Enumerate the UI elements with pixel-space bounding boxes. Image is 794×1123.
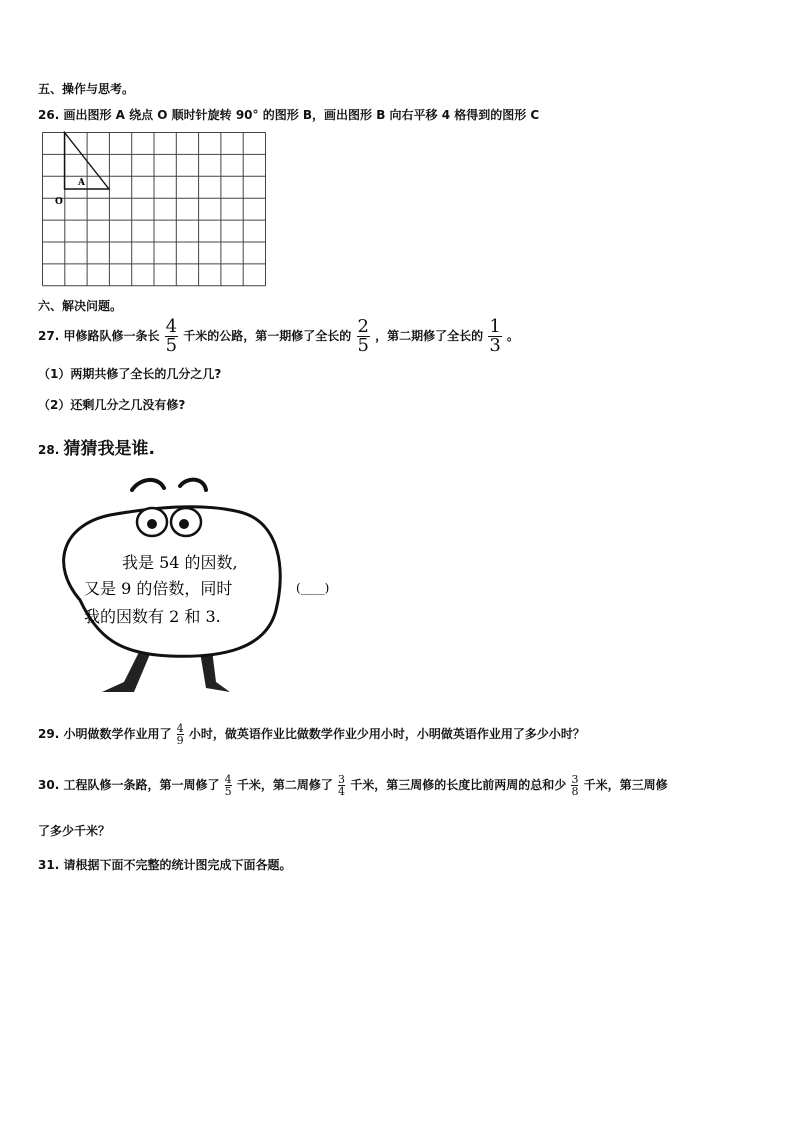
question-text-1: 工程队修一条路，第一周修了 bbox=[63, 778, 220, 792]
riddle-line-2: 又是 9 的倍数，同时 bbox=[84, 579, 233, 598]
question-number: 27. bbox=[38, 329, 60, 343]
label-a: A bbox=[78, 178, 85, 188]
fraction-1-3: $\frac{1}{3}$ bbox=[489, 316, 501, 356]
question-text-3: 千米，第三周修的长度比前两周的总和少 bbox=[350, 778, 567, 792]
fraction-3-8: $\frac{3}{8}$ bbox=[571, 773, 579, 798]
question-text-3: ，第二期修了全长的 bbox=[375, 329, 484, 343]
answer-blank[interactable]: (____) bbox=[296, 581, 330, 595]
question-number: 29. bbox=[38, 727, 60, 741]
question-text: 画出图形 A 绕点 O 顺时针旋转 90° 的图形 B，画出图形 B 向右平移 4 格得到的图形 C bbox=[63, 108, 540, 122]
question-number: 31. bbox=[38, 858, 60, 872]
question-text-2: 小时，做英语作业比做数学作业少用小时，小明做英语作业用了多少小时？ bbox=[188, 727, 585, 741]
fraction-4-5: $\frac{4}{5}$ bbox=[165, 316, 178, 356]
question-30-continued: 了多少千米？ bbox=[38, 824, 111, 838]
question-28 bbox=[38, 434, 155, 459]
section-six-heading: 六、解决问题。 bbox=[38, 299, 123, 313]
fraction-3-4: $\frac{3}{4}$ bbox=[338, 773, 346, 798]
fraction-4-5: $\frac{4}{5}$ bbox=[224, 773, 232, 798]
question-text-1: 甲修路队修一条长 bbox=[63, 329, 160, 343]
question-number: 30. bbox=[38, 778, 60, 792]
grid-figure bbox=[40, 130, 270, 290]
question-text-2: 千米的公路，第一期修了全长的 bbox=[183, 329, 352, 343]
question-text-4: 。 bbox=[506, 329, 519, 343]
question-27-sub-2: （2）还剩几分之几没有修? bbox=[38, 398, 186, 412]
right-eyebrow-icon bbox=[180, 480, 206, 490]
riddle-line-1: 我是 54 的因数, bbox=[122, 553, 238, 572]
question-text: 请根据下面不完整的统计图完成下面各题。 bbox=[63, 858, 292, 872]
question-26 bbox=[38, 106, 539, 123]
label-o: O bbox=[55, 197, 63, 207]
question-30 bbox=[38, 774, 668, 797]
riddle-line-3: 我的因数有 2 和 3. bbox=[84, 607, 221, 626]
question-31 bbox=[38, 856, 291, 873]
left-eyebrow-icon bbox=[132, 480, 164, 490]
question-number: 28. bbox=[38, 443, 60, 457]
left-leg-icon bbox=[102, 650, 150, 692]
question-title: 猜猜我是谁. bbox=[63, 439, 155, 459]
question-text-4: 千米，第三周修 bbox=[583, 778, 668, 792]
question-text-1: 小明做数学作业用了 bbox=[63, 727, 172, 741]
question-27-sub-1: （1）两期共修了全长的几分之几? bbox=[38, 367, 222, 381]
fraction-2-5: $\frac{2}{5}$ bbox=[357, 316, 369, 356]
fraction-4-9: $\frac{4}{9}$ bbox=[176, 722, 184, 747]
section-five-heading: 五、操作与思考。 bbox=[38, 82, 135, 96]
question-text-2: 千米，第二周修了 bbox=[236, 778, 333, 792]
question-29 bbox=[38, 723, 585, 746]
question-number: 26. bbox=[38, 108, 60, 122]
question-27 bbox=[38, 318, 519, 355]
cartoon-character bbox=[40, 470, 370, 705]
